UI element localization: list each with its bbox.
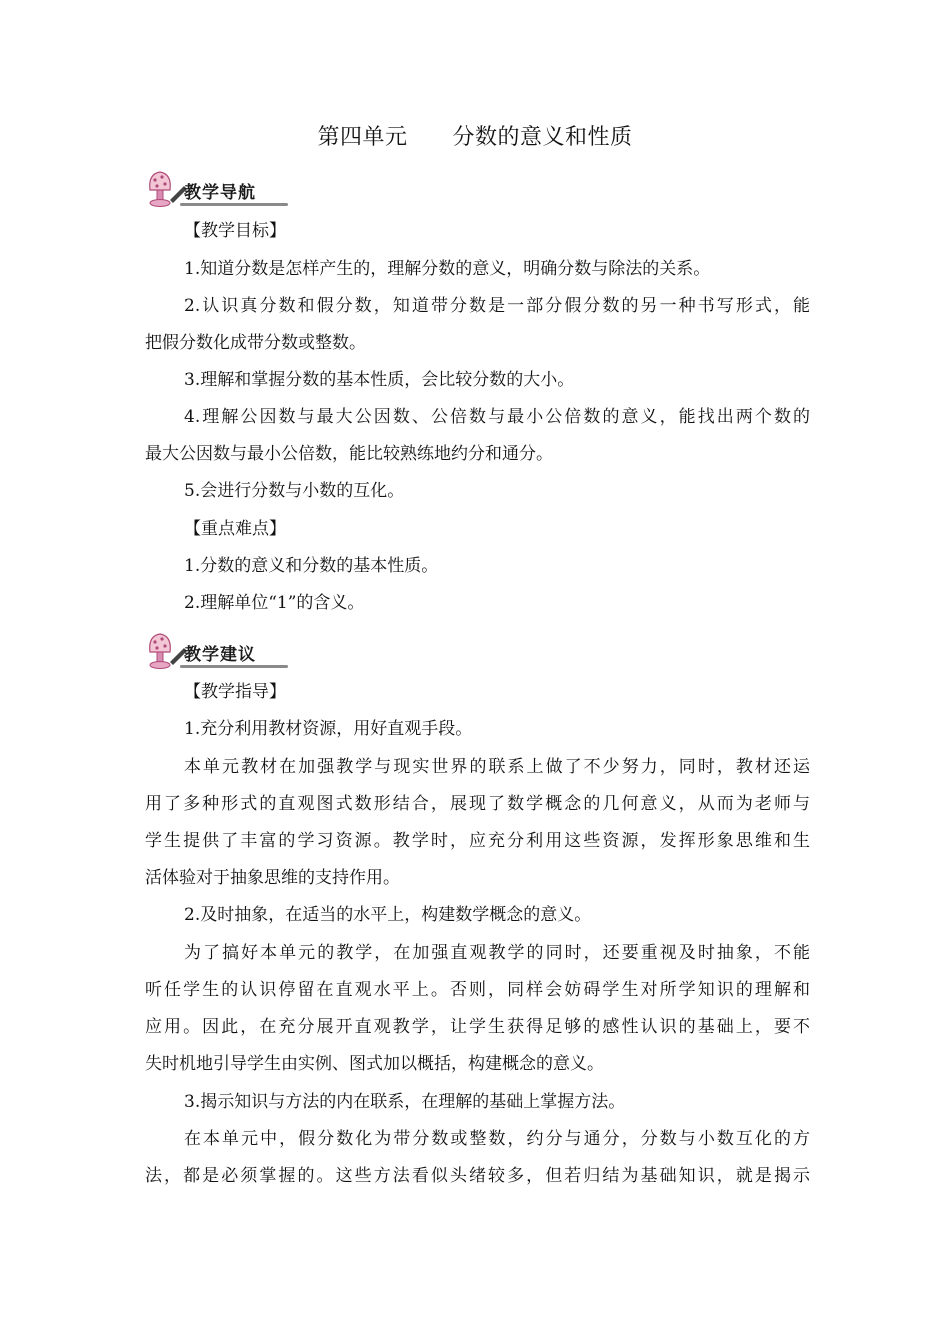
section-banner-teaching-guide (140, 168, 290, 212)
text-line: 最大公因数与最小公倍数，能比较熟练地约分和通分。 (145, 444, 553, 464)
text-line: 1.充分利用教材资源，用好直观手段。 (184, 719, 473, 739)
text-line: 2.及时抽象，在适当的水平上，构建数学概念的意义。 (184, 905, 592, 925)
text-line: 1.知道分数是怎样产生的，理解分数的意义，明确分数与除法的关系。 (184, 259, 711, 279)
text-line: 应用。因此，在充分展开直观教学，让学生获得足够的感性认识的基础上，要不 (145, 1017, 810, 1037)
banner-underline (180, 203, 288, 206)
banner-label: 教学建议 (184, 645, 256, 665)
text-line: 失时机地引导学生由实例、图式加以概括，构建概念的意义。 (145, 1054, 604, 1074)
text-line: 2.认识真分数和假分数，知道带分数是一部分假分数的另一种书写形式，能 (184, 296, 810, 316)
text-line: 【教学目标】 (184, 221, 286, 241)
text-line: 活体验对于抽象思维的支持作用。 (145, 868, 400, 888)
text-line: 【重点难点】 (184, 519, 286, 539)
text-line: 法，都是必须掌握的。这些方法看似头绪较多，但若归结为基础知识，就是揭示 (145, 1166, 810, 1186)
text-line: 5.会进行分数与小数的互化。 (184, 481, 405, 501)
text-line: 3.理解和掌握分数的基本性质，会比较分数的大小。 (184, 370, 575, 390)
text-line: 1.分数的意义和分数的基本性质。 (184, 556, 439, 576)
page-title: 第四单元 分数的意义和性质 (317, 125, 633, 150)
text-line: 听任学生的认识停留在直观水平上。否则，同样会妨碍学生对所学知识的理解和 (145, 980, 810, 1000)
banner-underline (180, 665, 288, 668)
banner-label: 教学导航 (184, 183, 256, 203)
text-line: 把假分数化成带分数或整数。 (145, 333, 366, 353)
text-line: 3.揭示知识与方法的内在联系，在理解的基础上掌握方法。 (184, 1092, 626, 1112)
text-line: 【教学指导】 (184, 682, 286, 702)
text-line: 2.理解单位“1”的含义。 (184, 593, 365, 613)
text-line: 本单元教材在加强教学与现实世界的联系上做了不少努力，同时，教材还运 (184, 757, 810, 777)
text-line: 学生提供了丰富的学习资源。教学时，应充分利用这些资源，发挥形象思维和生 (145, 831, 810, 851)
text-line: 用了多种形式的直观图式数形结合，展现了数学概念的几何意义，从而为老师与 (145, 794, 810, 814)
text-line: 4.理解公因数与最大公因数、公倍数与最小公倍数的意义，能找出两个数的 (184, 407, 810, 427)
section-banner-teaching-suggestions (140, 630, 290, 674)
text-line: 为了搞好本单元的教学，在加强直观教学的同时，还要重视及时抽象，不能 (184, 943, 810, 963)
text-line: 在本单元中，假分数化为带分数或整数，约分与通分，分数与小数互化的方 (184, 1129, 810, 1149)
